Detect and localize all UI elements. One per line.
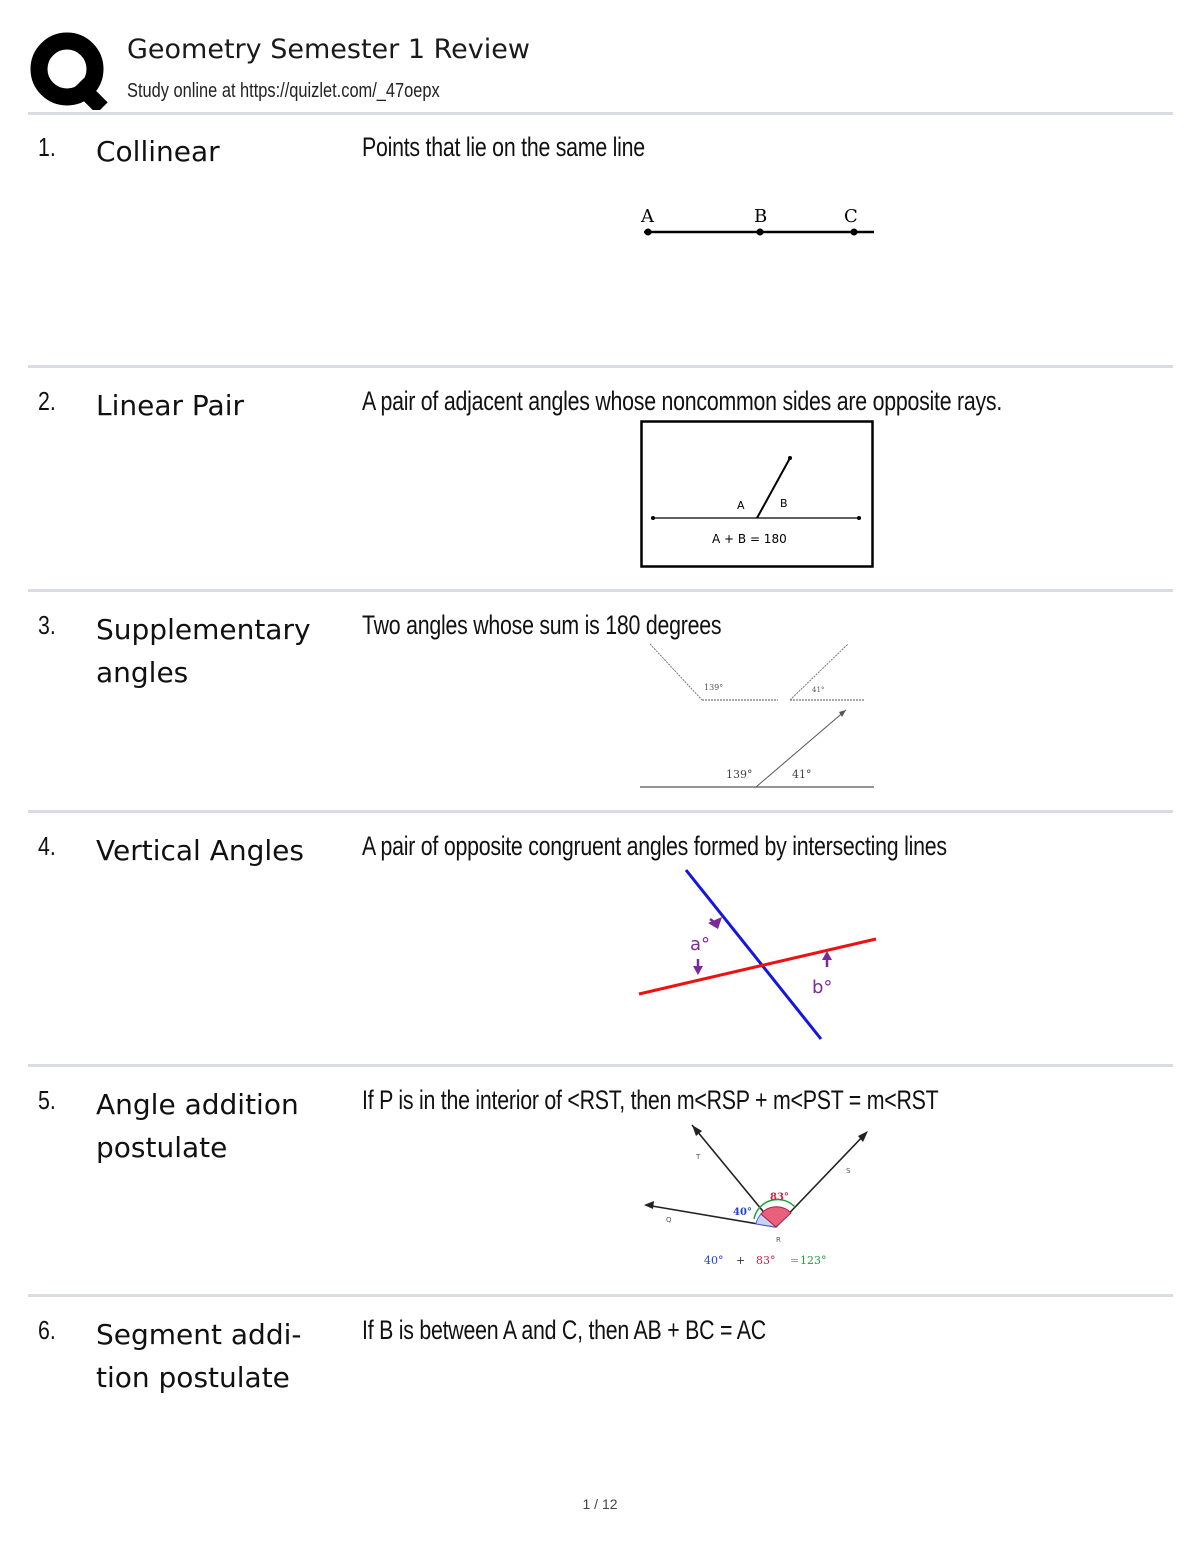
card-definition: If B is between A and C, then AB + BC = AC	[362, 1315, 766, 1345]
card-number: 4.	[38, 831, 56, 861]
page-header	[30, 30, 1175, 112]
divider	[28, 1064, 1173, 1067]
card-number: 5.	[38, 1085, 56, 1115]
card-number: 2.	[38, 386, 56, 416]
angle-a-label: a°	[690, 934, 711, 955]
card-number: 1.	[38, 132, 56, 162]
divider	[28, 1294, 1173, 1297]
sum-total-123: 123°	[800, 1254, 827, 1267]
angle-40-label: 40°	[733, 1207, 752, 1218]
small-angle-139-label: 139°	[704, 683, 724, 692]
supplementary-angles-diagram	[636, 640, 881, 795]
card-term: Collinear	[96, 135, 220, 168]
big-angle-41-label: 41°	[792, 768, 812, 781]
angle-b-label: B	[780, 497, 788, 510]
linear-pair-equation: A + B = 180	[712, 532, 787, 546]
card-term: Supplementary angles	[96, 613, 311, 689]
point-a-label: A	[641, 206, 654, 227]
quizlet-logo-icon	[30, 32, 108, 110]
collinear-points-diagram	[636, 200, 881, 245]
point-t-label: T	[696, 1153, 701, 1161]
study-online-link[interactable]: Study online at https://quizlet.com/_47oepx	[127, 80, 440, 102]
big-angle-139-label: 139°	[726, 768, 753, 781]
linear-pair-diagram	[640, 420, 876, 570]
card-definition: A pair of opposite congruent angles formed by intersecting lines	[362, 831, 947, 861]
card-term: Vertical Angles	[96, 834, 304, 867]
sum-equals-sign: =	[790, 1254, 800, 1267]
card-definition: A pair of adjacent angles whose noncommon sides are opposite rays.	[362, 386, 1003, 416]
card-term: Linear Pair	[96, 389, 244, 422]
card-number: 3.	[38, 610, 56, 640]
point-c-label: C	[844, 206, 858, 227]
sum-plus-sign: +	[736, 1254, 746, 1267]
sum-term-83: 83°	[756, 1254, 776, 1267]
divider	[28, 810, 1173, 813]
divider	[28, 112, 1173, 115]
card-definition: Two angles whose sum is 180 degrees	[362, 610, 722, 640]
sum-term-40: 40°	[704, 1254, 724, 1267]
page-title: Geometry Semester 1 Review	[127, 34, 530, 65]
card-term: Segment addi-tion postulate	[96, 1318, 302, 1394]
vertical-angles-diagram	[636, 867, 881, 1042]
point-q-label: Q	[666, 1216, 672, 1224]
card-number: 6.	[38, 1315, 56, 1345]
divider	[28, 365, 1173, 368]
point-r-label: R	[776, 1236, 781, 1244]
angle-b-label: b°	[812, 977, 833, 998]
card-term: Angle addition postulate	[96, 1088, 299, 1164]
point-s-label: S	[846, 1167, 851, 1175]
point-b-label: B	[754, 206, 768, 227]
card-definition: Points that lie on the same line	[362, 132, 645, 162]
small-angle-41-label: 41°	[812, 686, 825, 694]
divider	[28, 589, 1173, 592]
page-number: 1 / 12	[582, 1496, 618, 1512]
angle-83-label: 83°	[770, 1192, 789, 1203]
card-definition: If P is in the interior of <RST, then m<RSP + m<PST = m<RST	[362, 1085, 939, 1115]
angle-a-label: A	[737, 499, 745, 512]
angle-addition-diagram	[640, 1121, 880, 1271]
